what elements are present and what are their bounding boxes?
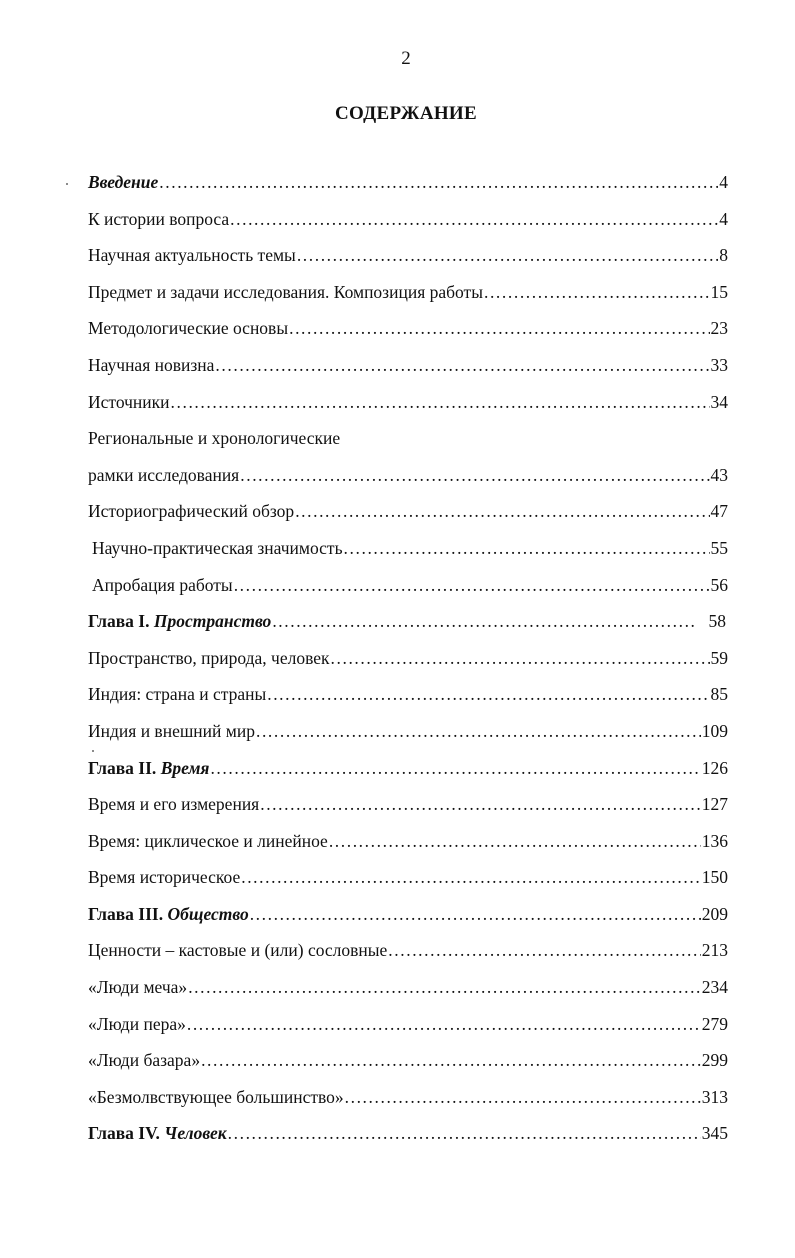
dot-leader [230, 209, 718, 230]
toc-entry [88, 392, 728, 429]
toc-entry-label: Историографический обзор [88, 501, 295, 522]
dot-leader [260, 794, 701, 815]
toc-entry-label: «Безмолвствующее большинство» [88, 1086, 344, 1107]
toc-entry-label: Источники [88, 391, 170, 412]
toc-entry [88, 1087, 728, 1124]
toc-entry [88, 501, 728, 538]
toc-entry [88, 355, 728, 392]
scan-speck [92, 750, 94, 752]
toc-entry-page: 4 [719, 208, 728, 229]
toc-entry-page: 34 [710, 391, 728, 412]
dot-leader [228, 1123, 701, 1144]
dot-leader [250, 904, 701, 925]
toc-entry-page: 8 [719, 245, 728, 266]
toc-entry [88, 648, 728, 685]
toc-entry-page: 213 [701, 940, 728, 961]
toc-entry-label: Апробация работы [92, 574, 233, 595]
toc-entry-label [88, 611, 271, 632]
chapter-number: Глава III. [88, 903, 168, 924]
toc-entry-label: рамки исследования [88, 464, 240, 485]
toc-entry [88, 1014, 728, 1051]
toc-entry [88, 172, 728, 209]
toc-entry [88, 282, 728, 319]
dot-leader [267, 684, 709, 705]
dot-leader [234, 575, 710, 596]
toc-entry [88, 904, 728, 941]
toc-entry-page: 33 [710, 354, 728, 375]
toc-entry-label [88, 758, 209, 779]
toc-entry [88, 538, 728, 575]
toc-entry [88, 611, 728, 648]
dot-leader [272, 611, 694, 632]
toc-entry-label: Ценности – кастовые и (или) сословные [88, 940, 388, 961]
scan-speck [66, 183, 68, 185]
dot-leader [201, 1050, 701, 1071]
toc-entry-page: 279 [701, 1013, 728, 1034]
dot-leader [240, 465, 709, 486]
toc-entry-label: «Люди базара» [88, 1050, 201, 1071]
toc-entry-page: 150 [701, 867, 728, 888]
table-of-contents [88, 172, 728, 1160]
chapter-number: Глава IV. [88, 1123, 165, 1144]
dot-leader [171, 392, 710, 413]
toc-entry [88, 794, 728, 831]
chapter-title: Человек [164, 1123, 227, 1144]
toc-entry-page: 313 [701, 1086, 728, 1107]
toc-entry-label: Научная новизна [88, 354, 215, 375]
toc-entry-page: 47 [710, 501, 728, 522]
toc-entry-label: Региональные и хронологические [88, 428, 341, 449]
dot-leader [188, 977, 701, 998]
toc-entry-label: Предмет и задачи исследования. Композиция работы [88, 281, 483, 302]
toc-entry-page: 43 [710, 464, 728, 485]
toc-entry-label: Введение [88, 172, 159, 192]
toc-entry [88, 1123, 728, 1160]
toc-entry-page: 55 [710, 537, 728, 558]
toc-entry-page: 299 [701, 1050, 728, 1071]
dot-leader [344, 538, 710, 559]
toc-entry [88, 721, 728, 758]
toc-entry [88, 940, 728, 977]
toc-entry-label: Время: циклическое и линейное [88, 830, 328, 851]
dot-leader [345, 1087, 701, 1108]
chapter-title: Общество [167, 903, 249, 924]
toc-entry-page: 59 [710, 647, 728, 668]
toc-entry-page: 136 [701, 830, 728, 851]
toc-entry-page: 345 [701, 1123, 728, 1144]
toc-entry-label: Научно-практическая значимость [92, 537, 343, 558]
toc-entry-page: 209 [701, 903, 728, 924]
toc-entry-page: 109 [701, 720, 728, 741]
dot-leader [388, 940, 700, 961]
dot-leader [215, 355, 709, 376]
toc-entry [88, 245, 728, 282]
page-number: 2 [401, 48, 411, 69]
toc-entry-page: 58 [708, 611, 726, 632]
dot-leader [289, 318, 709, 339]
toc-entry [88, 977, 728, 1014]
toc-entry-label: К истории вопроса [88, 208, 230, 229]
toc-entry-label: «Люди меча» [88, 977, 188, 998]
toc-entry-page: 23 [710, 318, 728, 339]
dot-leader [256, 721, 701, 742]
dot-leader [297, 245, 718, 266]
toc-entry-page: 127 [701, 794, 728, 815]
toc-entry-page: 126 [701, 757, 728, 778]
toc-entry-page: 15 [710, 281, 728, 302]
chapter-title: Время [160, 757, 210, 778]
dot-leader [329, 831, 701, 852]
toc-entry-label [88, 904, 249, 925]
dot-leader [187, 1014, 701, 1035]
toc-entry-label [88, 1123, 227, 1144]
dot-leader [295, 501, 709, 522]
toc-entry [88, 758, 728, 795]
toc-entry-label: Научная актуальность темы [88, 245, 296, 266]
toc-entry-label: «Люди пера» [88, 1013, 186, 1034]
toc-entry [88, 428, 728, 465]
toc-entry-label: Индия и внешний мир [88, 720, 255, 741]
toc-entry [88, 684, 728, 721]
toc-entry-page: 4 [719, 172, 728, 192]
toc-entry-label: Пространство, природа, человек [88, 647, 330, 668]
toc-entry [88, 867, 728, 904]
dot-leader [331, 648, 710, 669]
dot-leader [210, 758, 700, 779]
toc-entry-label: Время и его измерения [88, 794, 260, 815]
dot-leader [159, 172, 718, 193]
chapter-number: Глава II. [88, 757, 161, 778]
toc-entry [88, 831, 728, 868]
chapter-title: Пространство [153, 611, 272, 632]
toc-entry-label: Индия: страна и страны [88, 684, 267, 705]
dot-leader [241, 867, 701, 888]
toc-entry-label: Время историческое [88, 867, 241, 888]
toc-entry-page: 56 [710, 574, 728, 595]
page-title: СОДЕРЖАНИЕ [335, 103, 477, 124]
chapter-number: Глава I. [88, 611, 154, 632]
toc-entry [88, 209, 728, 246]
toc-entry [88, 1050, 728, 1087]
toc-entry-label: Методологические основы [88, 318, 289, 339]
toc-entry [88, 318, 728, 355]
toc-entry-page: 234 [701, 977, 728, 998]
toc-entry [88, 575, 728, 612]
toc-entry-page: 85 [710, 684, 728, 705]
dot-leader [484, 282, 710, 303]
toc-entry [88, 465, 728, 502]
